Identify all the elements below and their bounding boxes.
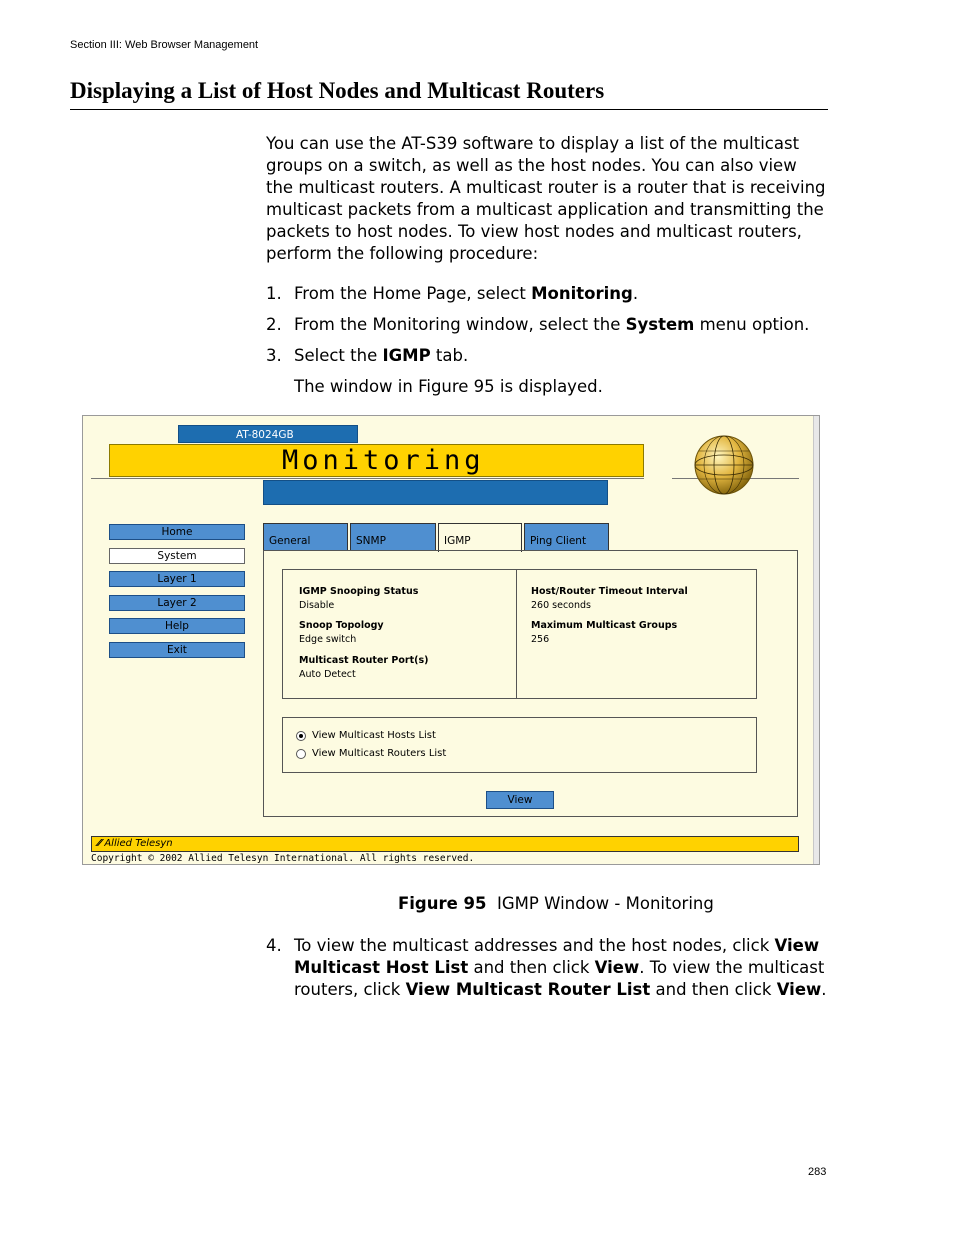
step-text-part: . [821, 980, 827, 999]
view-button[interactable]: View [486, 791, 554, 809]
igmp-status-box [282, 569, 757, 699]
tab-snmp[interactable]: SNMP [350, 523, 436, 550]
footer-bar [91, 836, 799, 852]
page-title: Displaying a List of Host Nodes and Multicast Routers [70, 78, 605, 103]
step-number: 2. [266, 315, 282, 334]
step-bold-term: View [776, 980, 822, 999]
snooping-status-label: IGMP Snooping Status [299, 586, 419, 597]
timeout-label: Host/Router Timeout Interval [531, 586, 688, 597]
routers-list-radio[interactable] [296, 749, 306, 759]
snoop-topology-value: Edge switch [299, 634, 357, 645]
step-text [294, 283, 828, 305]
step-bold-term: System [625, 315, 695, 334]
header-blue-bar [263, 480, 608, 505]
nav-help-button[interactable]: Help [109, 618, 245, 634]
monitoring-banner: Monitoring [109, 444, 644, 477]
step-text [294, 314, 828, 336]
banner-gap [644, 472, 672, 482]
step-text-part: and then click [650, 980, 777, 999]
router-ports-value: Auto Detect [299, 669, 356, 680]
max-groups-label: Maximum Multicast Groups [531, 620, 678, 631]
tab-ping-client[interactable]: Ping Client [524, 523, 609, 550]
step-text-part: . To view the multicast routers, click [294, 958, 825, 999]
step-text [294, 345, 828, 367]
hosts-list-radio-label[interactable]: View Multicast Hosts List [312, 730, 436, 741]
view-options-box [282, 717, 757, 773]
step-bold-term: Monitoring [531, 284, 633, 303]
status-divider [516, 570, 517, 698]
timeout-value: 260 seconds [531, 600, 591, 611]
step-bold-term: View [594, 958, 640, 977]
step-text-part: tab. [430, 346, 469, 365]
snooping-status-value: Disable [299, 600, 335, 611]
step-text-part: To view the multicast addresses and the host nodes, click [294, 936, 775, 955]
globe-logo-icon [693, 434, 755, 496]
nav-home-button[interactable]: Home [109, 524, 245, 540]
copyright-text: Copyright © 2002 Allied Telesyn International. All rights reserved. [91, 853, 475, 864]
nav-system-button[interactable]: System [109, 548, 245, 564]
hosts-list-radio[interactable] [296, 731, 306, 741]
figure-screenshot [82, 415, 820, 865]
title-rule [70, 109, 828, 110]
step-bold-term: IGMP [382, 346, 431, 365]
step-number: 4. [266, 936, 282, 955]
figure-caption-label: Figure 95 [398, 894, 487, 913]
step-text [294, 935, 828, 1001]
tab-general[interactable]: General [263, 523, 348, 550]
step-text-part: From the Monitoring window, select the [294, 315, 626, 334]
allied-telesyn-logo-icon: ⁄⁄ [98, 838, 102, 849]
tab-igmp[interactable]: IGMP [438, 523, 522, 552]
step-text-part: menu option. [694, 315, 810, 334]
step-text-part: and then click [468, 958, 595, 977]
scrollbar[interactable] [813, 416, 819, 864]
nav-layer2-button[interactable]: Layer 2 [109, 595, 245, 611]
footer-brand: Allied Telesyn [104, 838, 173, 849]
step-bold-term: View Multicast Host List [294, 936, 820, 977]
section-header: Section III: Web Browser Management [70, 39, 259, 51]
step-text-part: . [632, 284, 639, 303]
figure-caption-text: IGMP Window - Monitoring [497, 894, 714, 913]
step-number: 1. [266, 284, 282, 303]
router-ports-label: Multicast Router Port(s) [299, 655, 429, 666]
igmp-panel [263, 550, 798, 817]
figure-caption [398, 894, 714, 913]
snoop-topology-label: Snoop Topology [299, 620, 384, 631]
step-text-part: Select the [294, 346, 383, 365]
step-bold-term: View Multicast Router List [405, 980, 651, 999]
intro-paragraph: You can use the AT-S39 software to display a list of the multicast groups on a switch, as well as the host nodes. You can also view the multicast routers. A multicast router is a router that is receiving multicast packets from a multicast application and transmitting the packets to host nodes. To view host nodes and multicast routers, perform the following procedure: [266, 134, 826, 263]
step-text-part: From the Home Page, select [294, 284, 532, 303]
device-model-tab: AT-8024GB [178, 425, 358, 443]
nav-layer1-button[interactable]: Layer 1 [109, 571, 245, 587]
nav-exit-button[interactable]: Exit [109, 642, 245, 658]
step-note-text: The window in Figure 95 is displayed. [294, 377, 603, 396]
routers-list-radio-label[interactable]: View Multicast Routers List [312, 748, 447, 759]
max-groups-value: 256 [531, 634, 550, 645]
step-number: 3. [266, 346, 282, 365]
page-number: 283 [808, 1166, 827, 1178]
